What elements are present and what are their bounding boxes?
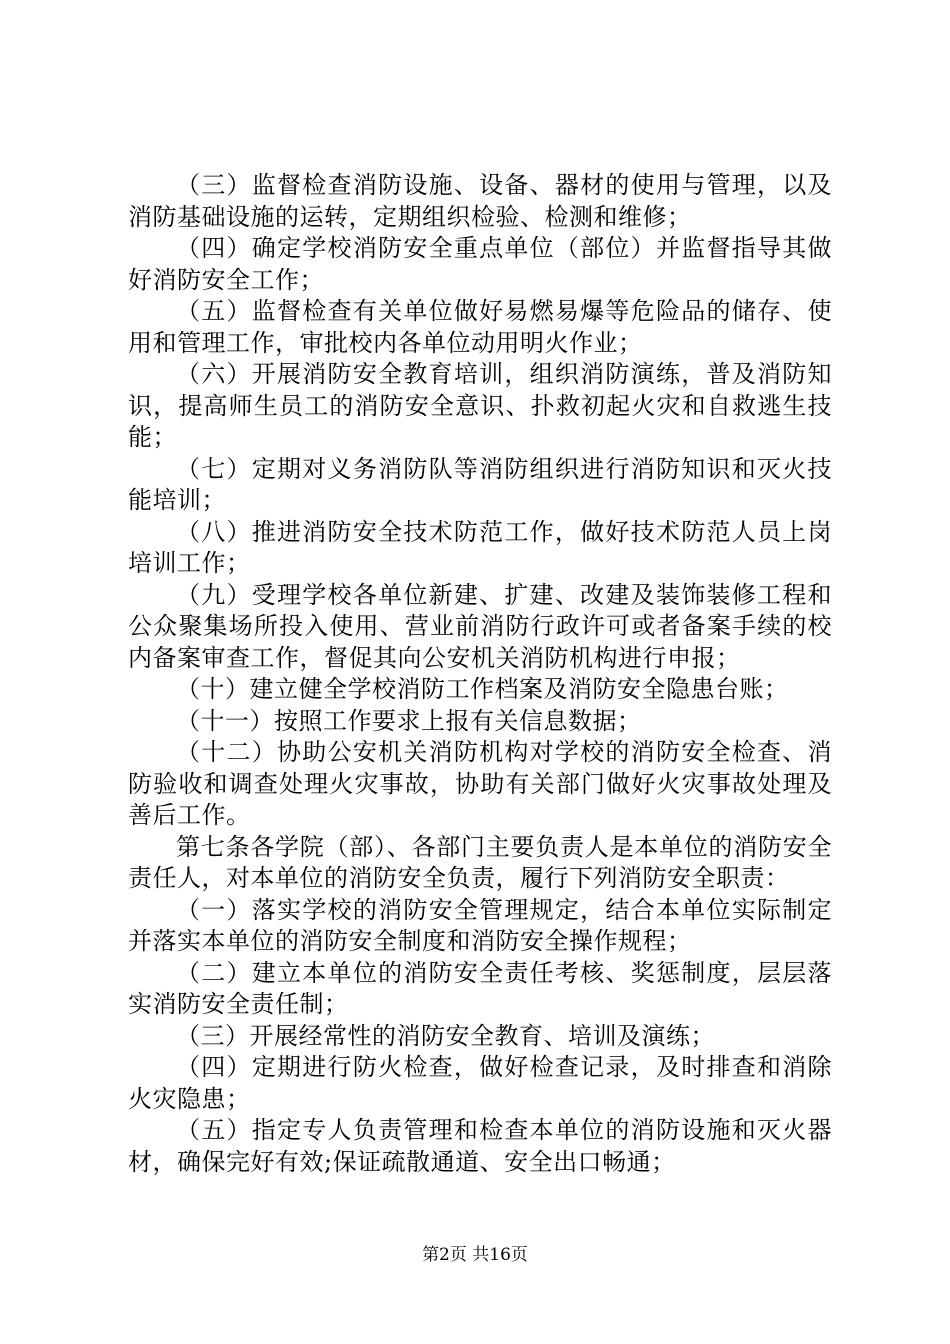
paragraph: （十一）按照工作要求上报有关信息数据；: [176, 706, 642, 735]
paragraph: （一）落实学校的消防安全管理规定，结合本单位实际制定并落实本单位的消防安全制度和消防安全操作规程；: [128, 895, 832, 955]
paragraph: （八）推进消防安全技术防范工作，做好技术防范人员上岗培训工作；: [128, 517, 832, 577]
paragraph: （十）建立健全学校消防工作档案及消防安全隐患台账；: [176, 675, 789, 703]
paragraph: （二）建立本单位的消防安全责任考核、奖惩制度，层层落实消防安全责任制；: [128, 958, 832, 1018]
page-number: 第2页 共16页: [422, 1245, 528, 1265]
paragraph: （五）指定专人负责管理和检查本单位的消防设施和灭火器材，确保完好有效;保证疏散通道、安全出口畅通；: [128, 1116, 832, 1176]
paragraph: （六）开展消防安全教育培训，组织消防演练，普及消防知识，提高师生员工的消防安全意识、扑救初起火灾和自救逃生技能；: [128, 360, 832, 451]
paragraph: （九）受理学校各单位新建、扩建、改建及装饰装修工程和公众聚集场所投入使用、营业前消防行政许可或者备案手续的校内备案审查工作，督促其向公安机关消防机构进行申报；: [128, 580, 832, 672]
paragraph: （五）监督检查有关单位做好易燃易爆等危险品的储存、使用和管理工作，审批校内各单位动用明火作业；: [128, 297, 832, 357]
paragraph: （四）确定学校消防安全重点单位（部位）并监督指导其做好消防安全工作；: [128, 234, 832, 294]
paragraph: （七）定期对义务消防队等消防组织进行消防知识和灭火技能培训；: [128, 454, 832, 514]
document-body: [128, 170, 832, 1178]
paragraph: （十二）协助公安机关消防机构对学校的消防安全检查、消防验收和调查处理火灾事故，协助有关部门做好火灾事故处理及善后工作。: [128, 738, 832, 829]
paragraph: （四）定期进行防火检查，做好检查记录，及时排查和消除火灾隐患；: [128, 1053, 832, 1113]
paragraph: （三）监督检查消防设施、设备、器材的使用与管理，以及消防基础设施的运转，定期组织检验、检测和维修；: [128, 171, 832, 231]
paragraph: （三）开展经常性的消防安全教育、培训及演练；: [176, 1021, 715, 1050]
paragraph: 第七条各学院（部）、各部门主要负责人是本单位的消防安全责任人，对本单位的消防安全负责，履行下列消防安全职责：: [128, 832, 832, 892]
